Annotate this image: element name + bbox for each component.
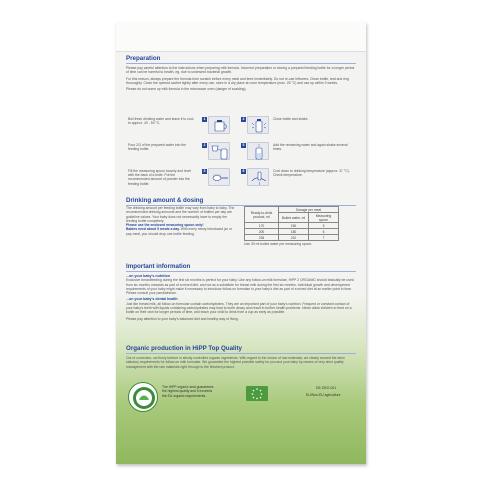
dosage-header: Dosage per meal: [279, 207, 339, 213]
table-row: [245, 235, 339, 241]
seals-row: [126, 380, 356, 420]
table-cell: 170: [245, 223, 279, 229]
pour-water-icon: [208, 142, 230, 160]
step-6-number: 6: [242, 169, 245, 173]
eu-organic-leaf-icon: [246, 386, 268, 401]
important-heading: Important information: [126, 263, 356, 272]
step-6-text: Cool down to drinking temperature (approx. 37 °C). Check temperature.: [273, 169, 350, 178]
dental-subheading: ...on your baby's dental health: [126, 297, 178, 302]
nutrition-text: Exclusive breastfeeding during the first six months is perfect for your baby. Like any follow-on milk formulae, HiPP 2 ORGANIC should basically be used from six months onwards as part of a mixed diet, and not as a substitute for breast milk during the first six months. Individual growth and development requirements of your baby might make it necessary to introduce follow-on formulae to your baby's diet as part of a mixed diet at an earlier point in time. Please consult your paediatrician.: [126, 278, 354, 296]
step-5-text: Add the remaining water and again shake several times.: [273, 143, 348, 152]
table-cell: 235: [245, 235, 279, 241]
step-3-number: 3: [203, 169, 206, 173]
box-top-flap: [116, 22, 366, 52]
col-boiled-water: Boiled water, ml: [279, 213, 309, 223]
add-water-icon: [247, 142, 269, 160]
table-cell: 180: [279, 229, 309, 235]
step-3: [126, 167, 241, 191]
certification-code: DE-ÖKO-001: [316, 386, 337, 390]
preparation-heading: Preparation: [126, 55, 356, 64]
dental-text: Just like breast milk, all follow-on formulae contain carbohydrates. They are an important part of your baby's nutrition. Frequent or constant contact of your baby's teeth with liquids containing carbohydrates may lead to tooth decay and result in further health problems. Never allow children to feed on a bottle on their own for longer periods of time, and teach your child to drink from a cup as early as possible.: [126, 301, 352, 315]
table-cell: 200: [245, 229, 279, 235]
hipp-organic-seal-icon: [128, 382, 158, 412]
nutrition-subheading: ...on your baby's nutrition: [126, 274, 170, 278]
preparation-section: [126, 55, 356, 93]
preparation-steps: [126, 115, 356, 195]
step-1: [126, 115, 241, 139]
measuring-spoon-icon: [208, 168, 230, 186]
shake-bottle-icon: [247, 116, 269, 134]
agriculture-origin: EU/Non-EU agriculture: [306, 393, 341, 397]
table-note: Use 30 ml boiled water per measuring spoon.: [244, 242, 313, 246]
step-6: [241, 167, 356, 191]
balanced-diet-text: Please pay attention to your baby's balanced diet and healthy way of living.: [126, 316, 239, 321]
spoon-note: Please use the enclosed measuring spoon only!: [126, 223, 204, 228]
step-5: [241, 141, 356, 165]
step-2-text: Pour 2/3 of the prepared water into the feeding bottle.: [128, 143, 187, 152]
preparation-intro: Please pay careful attention to the instructions when preparing milk formula. Incorrect preparation or storing a prepared feeding bottle for a longer period of time can be harmful to health, eg. due to undesired bacterial growth.: [126, 66, 355, 75]
temperature-check-icon: [247, 168, 269, 186]
organic-heading: Organic production in HiPP Top Quality: [126, 345, 356, 354]
step-4-text: Close bottle and shake.: [273, 117, 309, 121]
product-box-back: [116, 22, 366, 464]
table-cell: 7: [309, 235, 339, 241]
table-cell: 6: [309, 229, 339, 235]
preparation-warning: Please do not warm up milk formula in the microwave oven (danger of scalding).: [126, 87, 247, 92]
step-5-number: 5: [242, 143, 245, 147]
drinking-text: The drinking amount per feeding bottle may vary from baby to baby. The recommended drinking amounts and the number of bottles per day are guideline values. Your baby does not necessarily have to empty the feeding bottle completely.: [126, 206, 235, 223]
preparation-hygiene: For this reason, always prepare the formula from scratch before every meal and feed immediately. Do not re-use leftovers. Clean bottle, teat and ring thoroughly. Close the opened sachet tightly after every use, store in a dry place at room temperature (max. 25 °C) and use up within 3 weeks.: [126, 76, 349, 85]
step-2: [126, 141, 241, 165]
dosage-table: [244, 206, 339, 241]
table-cell: 210: [279, 235, 309, 241]
table-cell: 150: [279, 223, 309, 229]
step-1-text: Boil fresh drinking water and leave it to cool to approx. 40 - 50 °C.: [128, 117, 194, 126]
drinking-text-block: [126, 206, 236, 238]
babies-note: Babies need about 5 meals a day.: [126, 227, 180, 232]
step-1-number: 1: [203, 117, 206, 121]
step-4: [241, 115, 356, 139]
drinking-heading: Drinking amount & dosing: [126, 197, 356, 206]
seal-text: The HiPP organic seal guarantees the highest quality and it exceeds the EU organic requirements.: [162, 385, 214, 398]
col-ready-to-drink: Ready-to-drink product, ml: [245, 207, 279, 223]
important-section: [126, 263, 356, 323]
step-3-text: Fill the measuring spoon loosely and level with the back of a knife. Put the recommended amount of powder into the feeding bottle.: [128, 169, 191, 186]
kettle-icon: [208, 116, 230, 134]
table-cell: 5: [309, 223, 339, 229]
step-2-number: 2: [203, 143, 206, 147]
organic-text: Out of conviction, we firmly believe in strictly controlled organic ingredients. With regard to the choice of raw materials, we clearly exceed the strict statutory requirements for follow-on milk formulae. We guarantee the highest possible safety for you and your baby by means of very strict quality management with the raw materials right through to the finished product.: [126, 356, 345, 369]
step-4-number: 4: [242, 117, 245, 121]
dosage-table-block: [244, 206, 354, 248]
drinking-section: [126, 197, 356, 246]
col-measuring-spoon: Measuring spoon: [309, 213, 339, 223]
organic-section: [126, 345, 356, 371]
babies-note-block: [126, 227, 236, 236]
drinking-extra: With every newly introduced jar or pap meal, you should drop one bottle feeding.: [126, 227, 232, 236]
